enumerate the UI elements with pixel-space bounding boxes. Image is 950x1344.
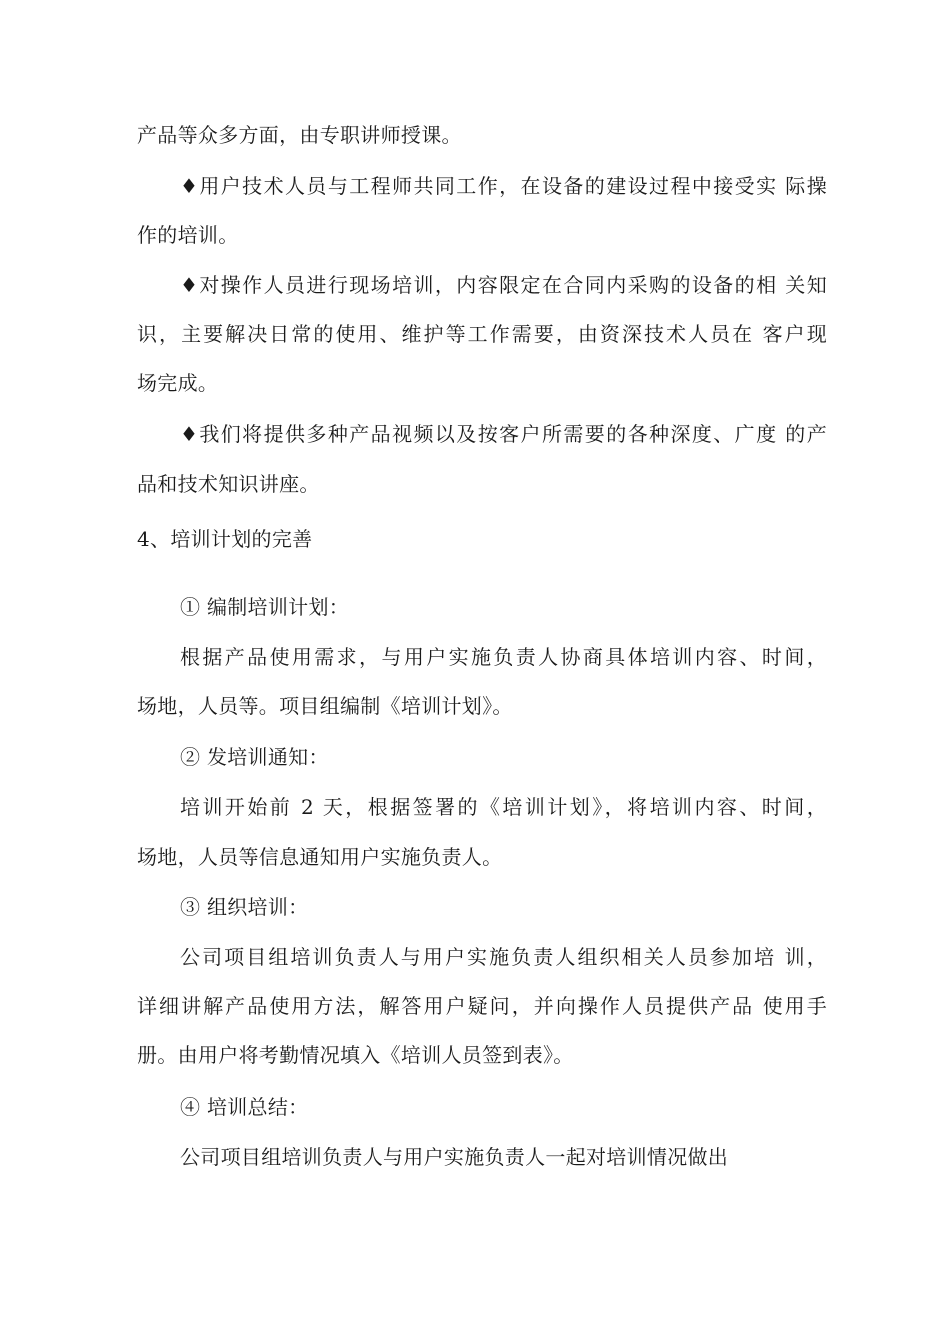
paragraph-line: 作的培训。: [137, 223, 239, 247]
paragraph-line: 识，主要解决日常的使用、维护等工作需要，由资深技术人员在 客户现: [137, 322, 827, 346]
paragraph-line: 场完成。: [137, 371, 219, 395]
paragraph-line: 培训开始前 2 天，根据签署的《培训计划》，将培训内容、时间，: [180, 795, 827, 819]
paragraph-line: 品和技术知识讲座。: [137, 472, 320, 496]
step-heading: ② 发培训通知：: [180, 745, 329, 769]
paragraph-line: 产品等众多方面，由专职讲师授课。: [137, 123, 462, 147]
paragraph-line: ♦对操作人员进行现场培训，内容限定在合同内采购的设备的相 关知: [180, 273, 827, 297]
paragraph-line: 根据产品使用需求，与用户实施负责人协商具体培训内容、时间，: [180, 645, 827, 669]
paragraph-line: ♦我们将提供多种产品视频以及按客户所需要的各种深度、广度 的产: [180, 422, 827, 446]
section-heading: 4、培训计划的完善: [137, 527, 313, 551]
step-heading: ① 编制培训计划：: [180, 595, 350, 619]
paragraph-line: 场地，人员等。项目组编制《培训计划》。: [137, 694, 513, 718]
paragraph-line: 场地，人员等信息通知用户实施负责人。: [137, 845, 503, 869]
step-heading: ④ 培训总结：: [180, 1095, 309, 1119]
paragraph-line: 详细讲解产品使用方法，解答用户疑问，并向操作人员提供产品 使用手: [137, 994, 827, 1018]
paragraph-line: 公司项目组培训负责人与用户实施负责人组织相关人员参加培 训，: [180, 945, 827, 969]
step-heading: ③ 组织培训：: [180, 895, 309, 919]
paragraph-line: 公司项目组培训负责人与用户实施负责人一起对培训情况做出: [180, 1145, 729, 1169]
paragraph-line: ♦用户技术人员与工程师共同工作，在设备的建设过程中接受实 际操: [180, 174, 827, 198]
paragraph-line: 册。由用户将考勤情况填入《培训人员签到表》。: [137, 1043, 574, 1067]
